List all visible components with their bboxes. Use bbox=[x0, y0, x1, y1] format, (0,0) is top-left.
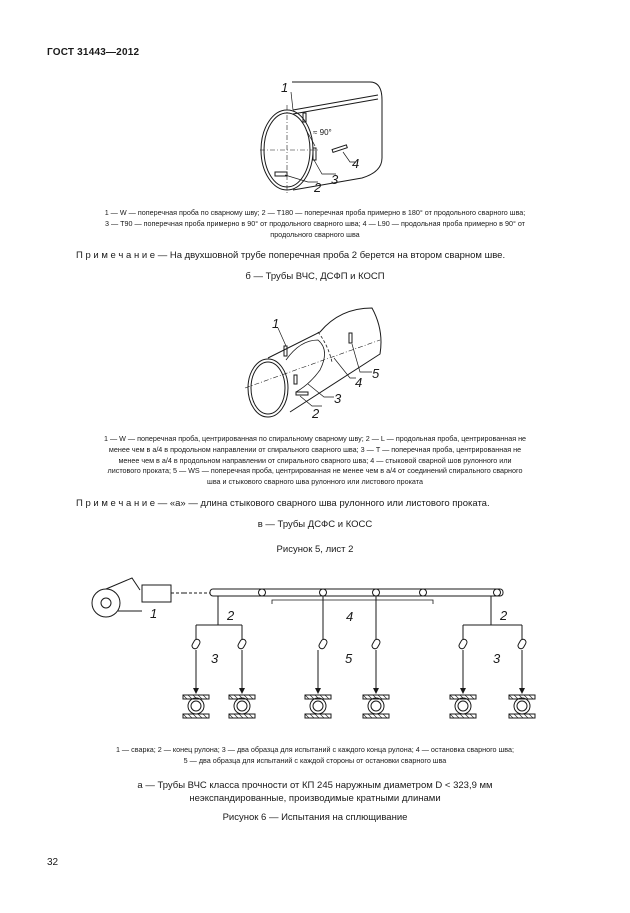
legend-line: 1 — сварка; 2 — конец рулона; 3 — два образца для испытаний с каждого конца рулона; 4 — остановка сварного шва; bbox=[115, 745, 515, 754]
legend-line: 1 — W — поперечная проба, центрированная по спиральному сварному шву; 2 — L — продольная проба, центрированная не bbox=[103, 434, 527, 443]
figure5b-caption: в — Трубы ДСФС и КОСС bbox=[257, 519, 373, 530]
label-2-right: 2 bbox=[500, 608, 508, 623]
label-2-left: 2 bbox=[227, 608, 235, 623]
legend-line: продольного сварного шва bbox=[270, 229, 360, 239]
figure6-subcaption-1: а — Трубы ВЧС класса прочности от КП 245 наружным диаметром D < 323,9 мм bbox=[137, 780, 493, 791]
label-3-right: 3 bbox=[493, 651, 501, 666]
legend-line: менее чем в а/4 в продольном направлении от спирального сварного шва; 4 — стыковой сварной шов рулонного или bbox=[118, 455, 512, 465]
label-5: 5 bbox=[372, 366, 380, 381]
figure5b-note: П р и м е ч а н и е — «а» — длина стыкового сварного шва рулонного или листового проката. bbox=[76, 498, 490, 509]
figure5-caption: Рисунок 5, лист 2 bbox=[276, 544, 354, 555]
label-3-left: 3 bbox=[211, 651, 219, 666]
legend-line: менее чем в а/4 в продольном направлении от спирального сварного шва; 3 — T — поперечная проба, центрированная не bbox=[108, 444, 522, 454]
label-5: 5 bbox=[345, 651, 353, 666]
label-2: 2 bbox=[312, 406, 320, 421]
label-4: 4 bbox=[346, 609, 354, 624]
label-4: 4 bbox=[352, 156, 360, 171]
legend-line: листового проката; 5 — WS — поперечная проба, центрированная не менее чем в а/4 от соединений спирального сварного bbox=[107, 466, 523, 476]
label-1: 1 bbox=[150, 606, 158, 621]
label-4: 4 bbox=[355, 375, 363, 390]
label-1: 1 bbox=[281, 80, 289, 95]
legend-line: 3 — T90 — поперечная проба примерно в 90° от продольного сварного шва; 4 — L90 — продольная проба примерно в 90° от bbox=[105, 218, 525, 228]
figure6-caption: Рисунок 6 — Испытания на сплющивание bbox=[222, 812, 408, 823]
legend-line: шва и стыкового сварного шва рулонного или листового проката bbox=[207, 477, 423, 487]
label-2: 2 bbox=[314, 180, 322, 195]
figure5a-caption: б — Трубы ВЧС, ДСФП и КОСП bbox=[245, 271, 385, 282]
label-3: 3 bbox=[331, 172, 339, 187]
angle-label: ≈ 90° bbox=[313, 128, 332, 137]
label-1: 1 bbox=[272, 316, 280, 331]
figure6-legend bbox=[47, 745, 583, 767]
legend-line: 5 — два образца для испытаний с каждой стороны от остановки сварного шва bbox=[183, 755, 447, 765]
document-header: ГОСТ 31443—2012 bbox=[47, 47, 140, 58]
figure6-subcaption-2: неэкспандированные, производимые кратными длинами bbox=[189, 793, 441, 804]
figure5a-note: П р и м е ч а н и е — На двухшовной трубе поперечная проба 2 берется на втором сварном шве. bbox=[76, 250, 506, 261]
legend-line: 1 — W — поперечная проба по сварному шву; 2 — T180 — поперечная проба примерно в 180° от продольного сварного шва; bbox=[104, 208, 526, 217]
label-3: 3 bbox=[334, 391, 342, 406]
page-number: 32 bbox=[47, 857, 59, 868]
